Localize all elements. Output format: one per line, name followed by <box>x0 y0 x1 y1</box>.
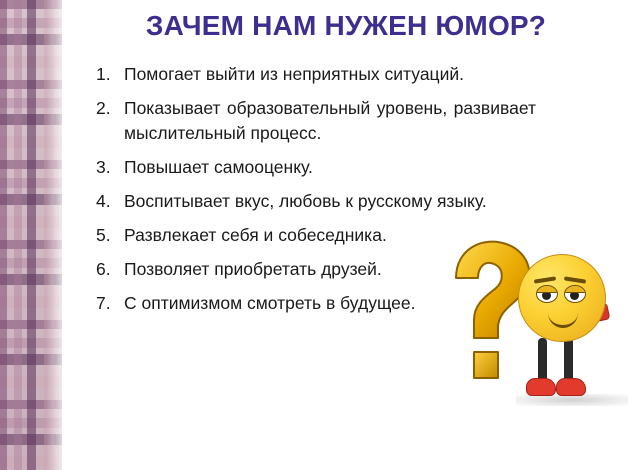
list-item-text-line: Помогает выйти из неприятных ситуаций. <box>124 64 464 84</box>
eye-left <box>536 285 558 303</box>
list-item-number: 6. <box>96 259 111 279</box>
list-item <box>96 62 536 87</box>
list-item-number: 2. <box>96 98 111 118</box>
list-item-text-line: Показывает образовательный уровень, развивает мыслительный процесс. <box>124 98 536 143</box>
list-item-text: Развлекает себя и собеседника. <box>124 225 387 245</box>
list-item-number: 7. <box>96 293 111 313</box>
list-item-number: 5. <box>96 225 111 245</box>
smiley-character <box>510 254 634 404</box>
list-item <box>96 155 536 180</box>
eye-right <box>564 285 586 303</box>
list-item-text: Позволяет приобретать друзей. <box>124 259 382 279</box>
list-item-number: 4. <box>96 191 111 211</box>
decorative-artwork <box>436 232 640 412</box>
character-shoe-left <box>526 378 556 396</box>
list-item-text <box>124 96 536 146</box>
list-item <box>96 189 536 214</box>
list-item <box>96 96 536 146</box>
list-item-text-line: С оптимизмом смотреть в будущее. <box>124 293 416 313</box>
list-item-text-line: Воспитывает вкус, любовь к русскому языку. <box>124 191 487 211</box>
eyebrow-left <box>534 276 556 283</box>
list-item-number: 3. <box>96 157 111 177</box>
slide-title: ЗАЧЕМ НАМ НУЖЕН ЮМОР? <box>145 10 547 41</box>
eyebrow-right <box>564 276 586 283</box>
list-item-text <box>124 62 536 87</box>
mouth <box>548 313 578 328</box>
smiley-face-icon <box>518 254 606 342</box>
eyelid-left <box>536 285 558 293</box>
list-item-text: Повышает самооценку. <box>124 157 313 177</box>
character-shoe-right <box>556 378 586 396</box>
eyelid-right <box>564 285 586 293</box>
list-item-text <box>124 189 536 214</box>
plaid-fade-overlay <box>46 0 68 470</box>
list-item-number: 1. <box>96 64 111 84</box>
